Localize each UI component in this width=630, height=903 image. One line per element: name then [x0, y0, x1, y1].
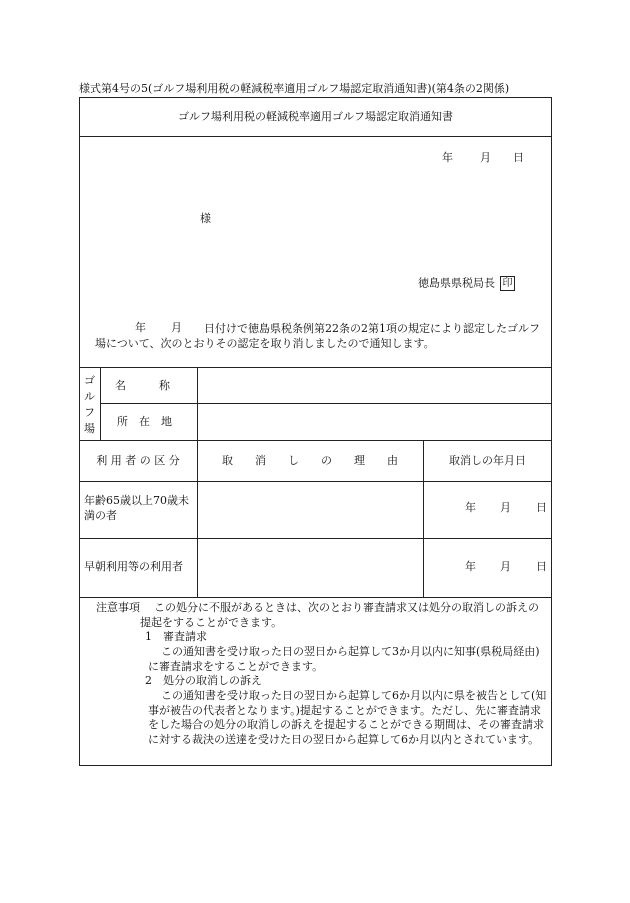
- body-year: 年: [135, 321, 146, 334]
- row2-year: 年: [465, 560, 476, 573]
- divider: [79, 597, 552, 598]
- body-month: 月: [171, 321, 182, 334]
- divider: [197, 367, 198, 597]
- notes-heading: 注意事項: [96, 601, 140, 614]
- header-reason: 取 消 し の 理 由: [222, 454, 398, 467]
- divider: [79, 440, 552, 441]
- notes-item1-title: 1 審査請求: [145, 630, 207, 643]
- row-category-early: 早朝利用等の利用者: [84, 560, 183, 573]
- notes-intro: この処分に不服があるときは、次のとおり審査請求又は処分の取消しの訴えの提起をすることができます。: [140, 601, 539, 629]
- form-caption: 様式第4号の5(ゴルフ場利用税の軽減税率適用ゴルフ場認定取消通知書)(第4条の2関係): [79, 82, 510, 95]
- golf-label-1: ゴ: [84, 374, 95, 387]
- issuer-name: 徳島県県税局長: [418, 276, 495, 290]
- row2-month: 月: [500, 560, 511, 573]
- notes-item2-text: この通知書を受け取った日の翌日から起算して6か月以内に県を被告として(知事が被告の代表者となります。)提起することができます。ただし、先に審査請求をした場合の処分の取消しの訴えを提起することができる期間は、その審査請求に対する裁決の送達を受けた日の翌日から起算して6か月以内とされています。: [148, 689, 547, 746]
- issuer: [418, 276, 515, 291]
- row-category-senior: 年齢65歳以上70歳未満の者: [84, 494, 189, 522]
- date-month: 月: [480, 151, 491, 164]
- seal-stamp: 印: [500, 276, 515, 291]
- form-title: ゴルフ場利用税の軽減税率適用ゴルフ場認定取消通知書: [178, 110, 453, 123]
- body-text: 日付けで徳島県税条例第22条の2第1項の規定により認定したゴルフ場について、次のとおりその認定を取り消しましたので通知します。: [95, 322, 540, 350]
- divider: [79, 538, 552, 539]
- notes-item2-title: 2 処分の取消しの訴え: [145, 674, 262, 687]
- notes-item1-text: この通知書を受け取った日の翌日から起算して3か月以内に知事(県税局経由)に審査請求をすることができます。: [148, 645, 540, 673]
- addressee-suffix: 様: [200, 212, 211, 225]
- golf-label-3: フ: [84, 406, 95, 419]
- divider: [79, 136, 552, 137]
- golf-location-label: 所 在 地: [117, 415, 172, 428]
- row1-year: 年: [465, 501, 476, 514]
- divider: [100, 403, 552, 404]
- row1-day: 日: [536, 501, 547, 514]
- golf-label-2: ル: [84, 390, 95, 403]
- header-category: 利 用 者 の 区 分: [96, 454, 180, 467]
- golf-label-4: 場: [84, 422, 95, 435]
- date-day: 日: [513, 151, 524, 164]
- row2-day: 日: [536, 560, 547, 573]
- date-year: 年: [442, 151, 453, 164]
- divider: [79, 367, 552, 368]
- golf-name-label: 名 称: [115, 379, 170, 392]
- divider: [79, 481, 552, 482]
- row1-month: 月: [500, 501, 511, 514]
- header-date: 取消しの年月日: [449, 454, 526, 467]
